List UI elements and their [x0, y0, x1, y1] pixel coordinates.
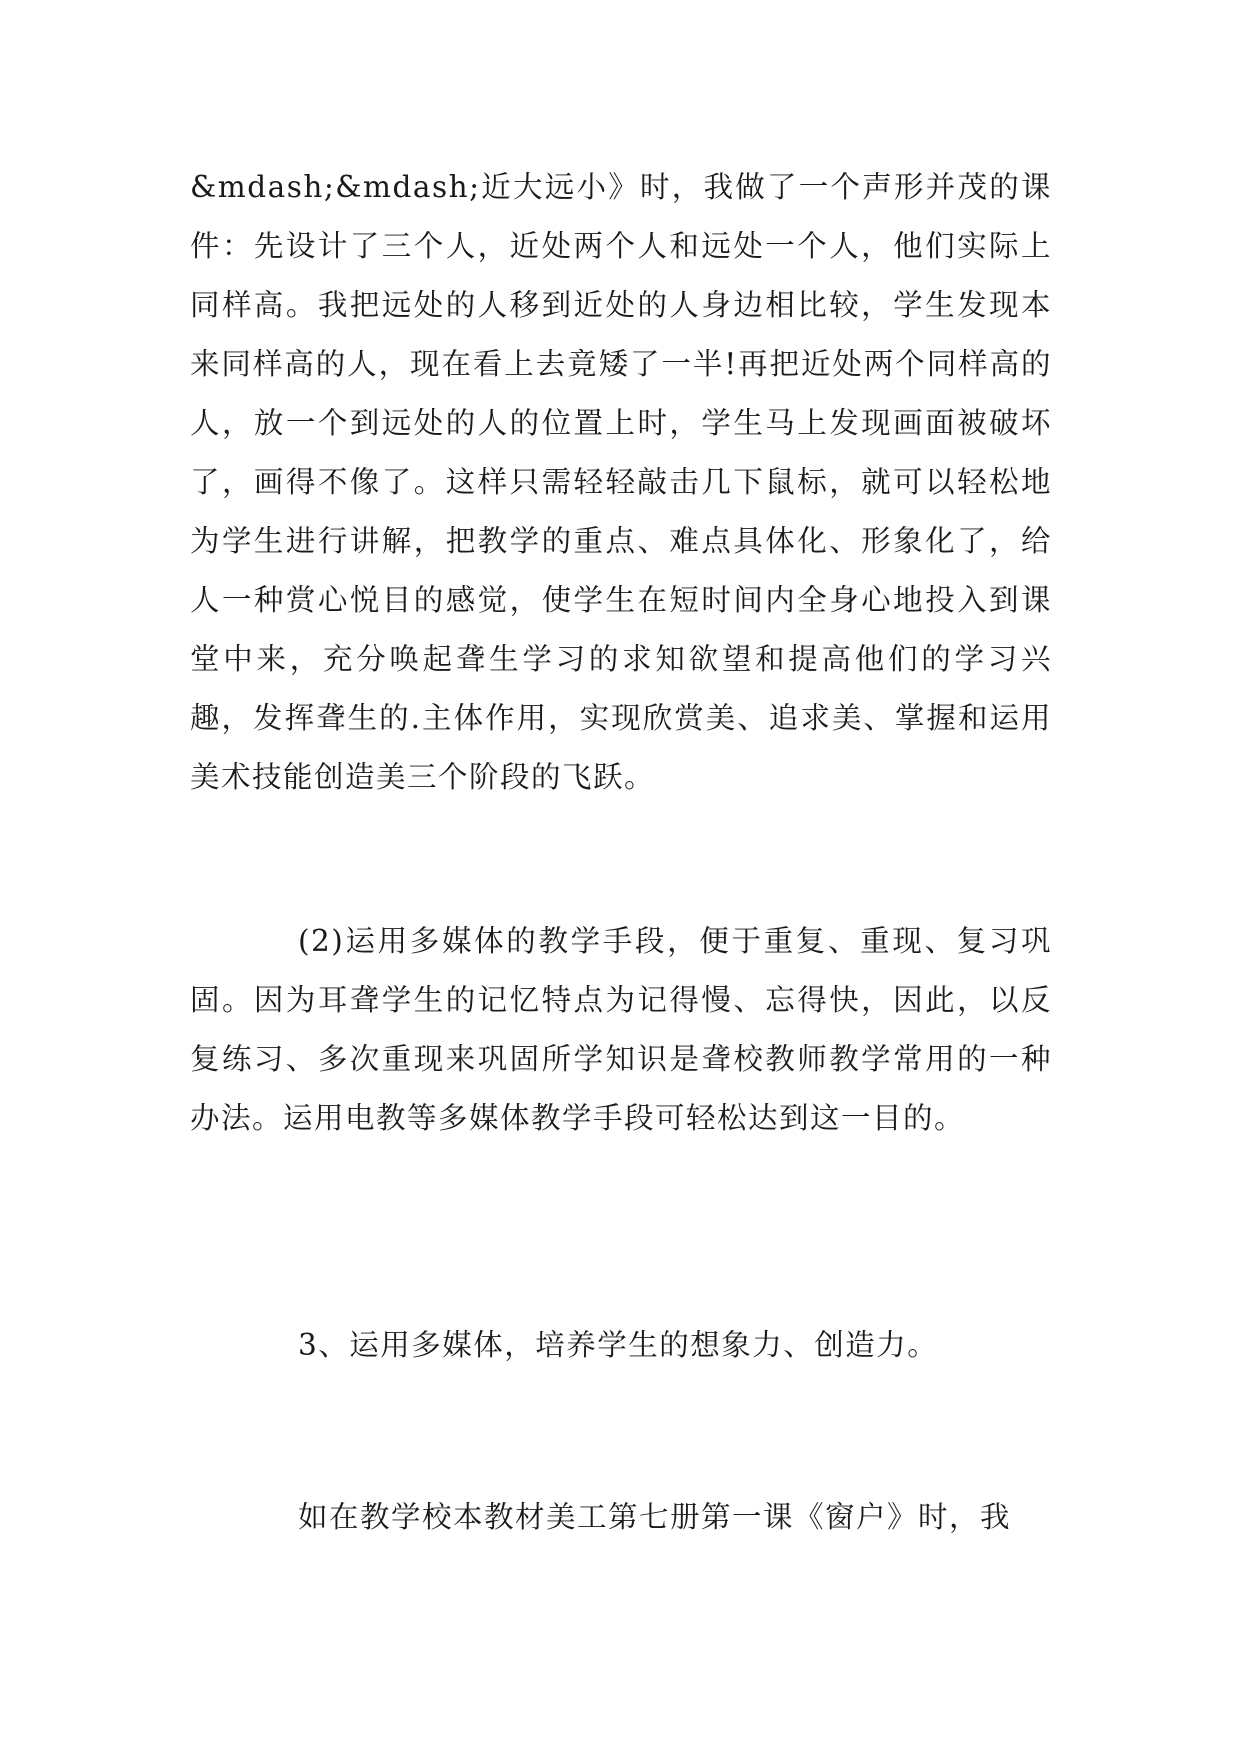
- body-paragraph-1: &mdash;&mdash;近大远小》时，我做了一个声形并茂的课件：先设计了三个人，近处两个人和远处一个人，他们实际上同样高。我把远处的人移到近处的人身边相比较，学生发现本来同样高的人，现在看上去竟矮了一半!再把近处两个同样高的人，放一个到远处的人的位置上时，学生马上发现画面被破坏了，画得不像了。这样只需轻轻敲击几下鼠标，就可以轻松地为学生进行讲解，把教学的重点、难点具体化、形象化了，给人一种赏心悦目的感觉，使学生在短时间内全身心地投入到课堂中来，充分唤起聋生学习的求知欲望和提高他们的学习兴趣，发挥聋生的.主体作用，实现欣赏美、追求美、掌握和运用美术技能创造美三个阶段的飞跃。: [190, 170, 1052, 794]
- body-paragraph-4: 如在教学校本教材美工第七册第一课《窗户》时，我: [298, 1500, 1012, 1534]
- section-heading-3: 3、运用多媒体，培养学生的想象力、创造力。: [298, 1328, 939, 1362]
- body-paragraph-2: (2)运用多媒体的教学手段，便于重复、重现、复习巩固。因为耳聋学生的记忆特点为记得慢、忘得快，因此，以反复练习、多次重现来巩固所学知识是聋校教师教学常用的一种办法。运用电教等多媒体教学手段可轻松达到这一目的。: [190, 924, 1052, 1135]
